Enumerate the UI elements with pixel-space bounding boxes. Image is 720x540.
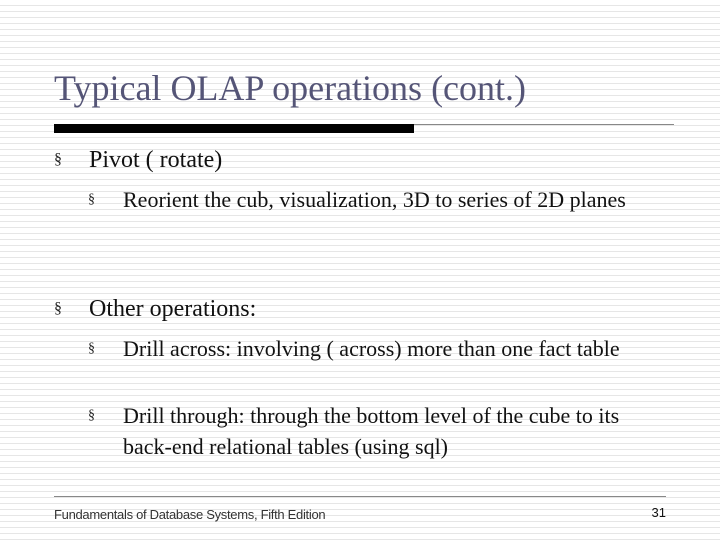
slide-title: Typical OLAP operations (cont.) [54,68,527,108]
title-accent-bar [54,124,414,133]
bullet-text: Pivot ( rotate) [89,147,223,173]
bullet-text: Other operations: [89,296,257,322]
sub-bullet-text: Reorient the cub, visualization, 3D to series of 2D planes [123,187,626,212]
sub-bullet-marker-icon: § [88,408,95,423]
sub-bullet-text: Drill across: involving ( across) more than one fact table [123,336,620,361]
sub-bullet-text: Drill through: through the bottom level of the cube to its back-end relational tables (using sql) [123,403,620,459]
bullet-marker-icon: § [54,300,62,317]
sub-bullet-marker-icon: § [88,192,95,207]
footer-text: Fundamentals of Database Systems, Fifth Edition [54,507,326,522]
sub-bullet-marker-icon: § [88,341,95,356]
footer-divider [54,496,666,497]
page-number: 31 [651,505,666,520]
bullet-marker-icon: § [54,151,62,168]
